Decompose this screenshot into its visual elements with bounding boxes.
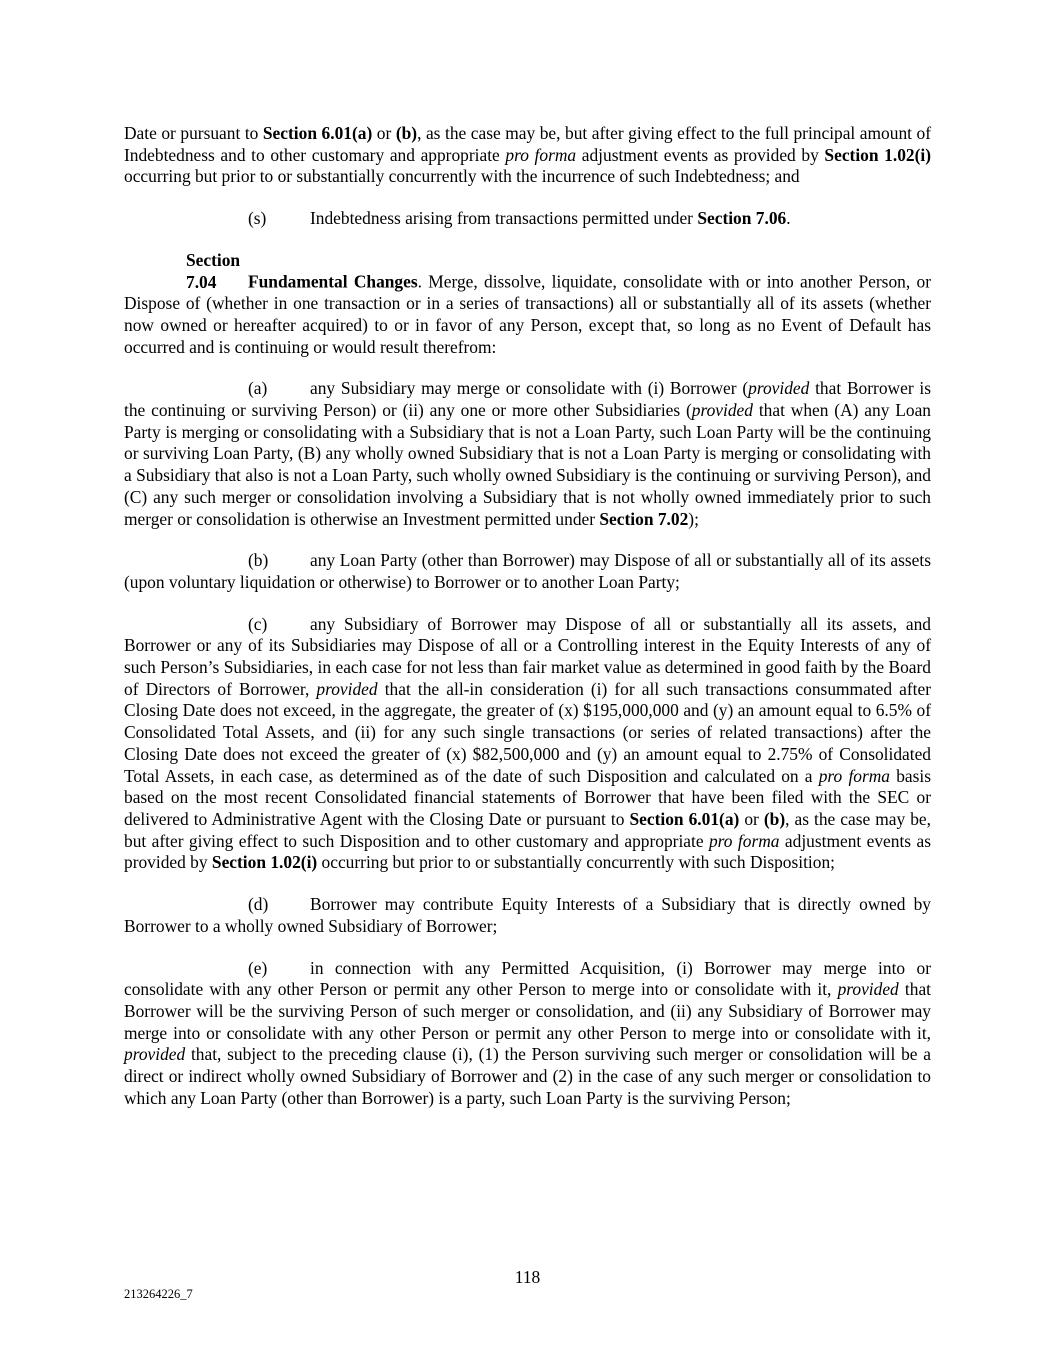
section-title: Fundamental Changes bbox=[248, 271, 418, 292]
clause-s: (s) Indebtedness arising from transactions permitted under Section 7.06. bbox=[248, 208, 791, 229]
document-id: 213264226_7 bbox=[124, 1287, 193, 1301]
paragraph-continuation: Date or pursuant to Section 6.01(a) or (b), as the case may be, but after giving effect to the full principal amount of Indebtedness and to other customary and appropriate pro forma adjustment events as provided by Section 1.02(i) occurring but prior to or substantially concurrently with the incurrence of such Indebtedness; and bbox=[124, 123, 932, 187]
clause-a: (a) any Subsidiary may merge or consolidate with (i) Borrower (provided that Borrower is the continuing or surviving Person) or (ii) any one or more other Subsidiaries (provided that when (A) any Loan Party is merging or consolidating with a Subsidiary that is not a Loan Party, such Loan Party will be the continuing or surviving Loan Party, (B) any wholly owned Subsidiary that is not a Loan Party is merging or consolidating with a Subsidiary that also is not a Loan Party, such wholly owned Subsidiary is the continuing or surviving Person), and (C) any such merger or consolidation involving a Subsidiary that is not wholly owned immediately prior to such merger or consolidation is otherwise an Investment permitted under Section 7.02); bbox=[124, 378, 931, 529]
clause-label: (d) bbox=[248, 894, 269, 915]
clause-label: (a) bbox=[248, 378, 268, 399]
section-7-04: Section 7.04 Fundamental Changes. Merge, dissolve, liquidate, consolidate with or into another Person, or Dispose of (whether in one transaction or in a series of transactions) all or substantially all of its assets (whether now owned or hereafter acquired) to or in favor of any Person, except that, so long as no Event of Default has occurred and is continuing or would result therefrom: bbox=[124, 249, 931, 357]
clause-c: (c) any Subsidiary of Borrower may Dispose of all or substantially all its assets, and Borrower or any of its Subsidiaries may Dispose of all or a Controlling interest in the Equity Interests of any of such Person’s Subsidiaries, in each case for not less than fair market value as determined in good faith by the Board of Directors of Borrower, provided that the all-in consideration (i) for all such transactions consummated after Closing Date does not exceed, in the aggregate, the greater of (x) $195,000,000 and (y) an amount equal to 6.5% of Consolidated Total Assets, and (ii) for any such single transactions (or series of related transactions) after the Closing Date does not exceed the greater of (x) $82,500,000 and (y) an amount equal to 2.75% of Consolidated Total Assets, in each case, as determined as of the date of such Disposition and calculated on a pro forma basis based on the most recent Consolidated financial statements of Borrower that have been filed with the SEC or delivered to Administrative Agent with the Closing Date or pursuant to Section 6.01(a) or (b), as the case may be, but after giving effect to such Disposition and to other customary and appropriate pro forma adjustment events as provided by Section 1.02(i) occurring but prior to or substantially concurrently with such Disposition; bbox=[124, 613, 931, 873]
clause-e: (e) in connection with any Permitted Acquisition, (i) Borrower may merge into or consolidate with any other Person or permit any other Person to merge into or consolidate with it, provided that Borrower will be the surviving Person of such merger or consolidation, and (ii) any Subsidiary of Borrower may merge into or consolidate with any other Person or permit any other Person to merge into or consolidate with it, provided that, subject to the preceding clause (i), (1) the Person surviving such merger or consolidation will be a direct or indirect wholly owned Subsidiary of Borrower and (2) in the case of any such merger or consolidation to which any Loan Party (other than Borrower) is a party, such Loan Party is the surviving Person; bbox=[124, 957, 931, 1108]
clause-label: (c) bbox=[248, 613, 268, 634]
page-number: 118 bbox=[514, 1267, 541, 1287]
clause-label: (s) bbox=[248, 208, 267, 229]
clause-label: (e) bbox=[248, 957, 268, 978]
clause-b: (b) any Loan Party (other than Borrower) may Dispose of all or substantially all of its assets (upon voluntary liquidation or otherwise) to Borrower or to another Loan Party; bbox=[124, 550, 931, 592]
clause-label: (b) bbox=[248, 550, 269, 571]
clause-d: (d) Borrower may contribute Equity Interests of a Subsidiary that is directly owned by Borrower to a wholly owned Subsidiary of Borrower; bbox=[124, 894, 931, 936]
document-body bbox=[124, 123, 931, 1129]
section-number: Section 7.04 bbox=[186, 249, 241, 292]
